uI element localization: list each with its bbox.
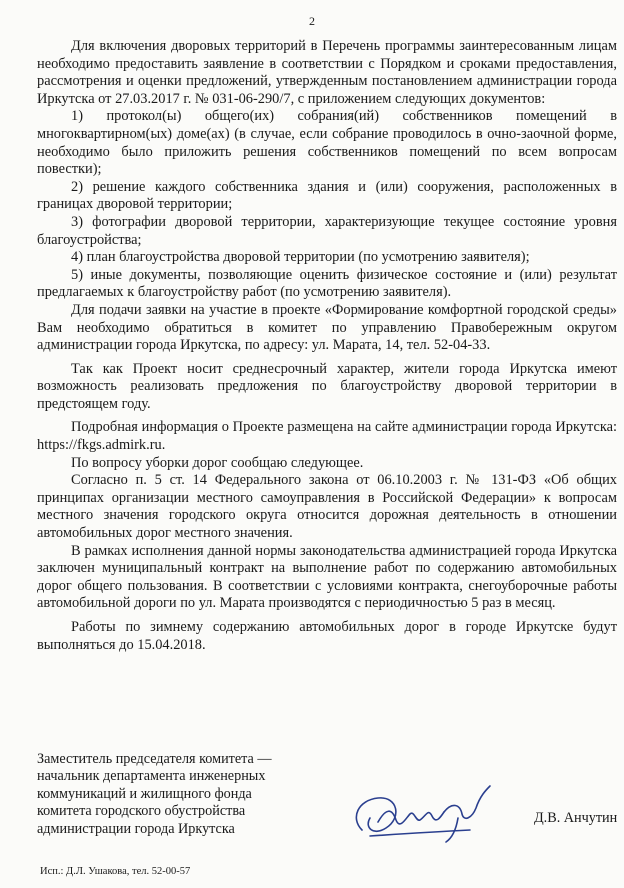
handwritten-signature (340, 778, 500, 848)
paragraph: 4) план благоустройства дворовой территории (по усмотрению заявителя); (71, 249, 530, 266)
letter-body (37, 38, 617, 654)
paragraph: Подробная информация о Проекте размещена на сайте администрации города Иркутска: https://fkgs.admirk.ru. (37, 419, 617, 454)
paragraph: 1) протокол(ы) общего(их) собрания(ий) собственников помещений в многоквартирном(ых) доме(ах) (в случае, если собрание проводилось в очно-заочной форме, необходимо было приложить решения собственников помещений по всем вопросам повестки); (37, 108, 617, 178)
page-number: 2 (309, 14, 315, 28)
paragraph: 5) иные документы, позволяющие оценить физическое состояние и (или) результат предлагаемых к благоустройству работ (по усмотрению заявителя). (37, 266, 617, 301)
position-line: администрации города Иркутска (37, 820, 235, 837)
paragraph: Для включения дворовых территорий в Перечень программы заинтересованным лицам необходимо предоставить заявление в соответствии с Порядком и сроками предоставления, рассмотрения и оценки предложений, утвержденным постановлением администрации города Иркутска от 27.03.2017 г. № 031-06-290/7, с приложением следующих документов: (37, 38, 617, 107)
executor-info: Исп.: Д.Л. Ушакова, тел. 52-00-57 (40, 866, 191, 877)
position-line: начальник департамента инженерных (37, 768, 266, 785)
paragraph: Так как Проект носит среднесрочный характер, жители города Иркутска имеют возможность реализовать предложения по благоустройству дворовой территории в предстоящем году. (37, 360, 617, 412)
position-line: комитета городского обустройства (37, 803, 246, 820)
paragraph: Согласно п. 5 ст. 14 Федерального закона от 06.10.2003 г. № 131-ФЗ «Об общих принципах организации местного самоуправления в Российской Федерации» к вопросам местного значения городского округа относится дорожная деятельность в отношении автомобильных дорог местного значения. (37, 472, 617, 542)
paragraph: 3) фотографии дворовой территории, характеризующие текущее состояние уровня благоустройства; (37, 213, 617, 248)
paragraph: Работы по зимнему содержанию автомобильных дорог в городе Иркутске будут выполняться до 15.04.2018. (37, 619, 617, 653)
signatory-position (37, 751, 272, 838)
signatory-name: Д.В. Анчутин (534, 810, 618, 826)
paragraph: В рамках исполнения данной нормы законодательства администрацией города Иркутска заключен муниципальный контракт на выполнение работ по содержанию автомобильных дорог общего пользования. В соответствии с условиями контракта, снегоуборочные работы автомобильной дороги по ул. Марата производятся с периодичностью 5 раз в месяц. (37, 542, 617, 612)
position-line: Заместитель председателя комитета — (37, 751, 272, 767)
paragraph: 2) решение каждого собственника здания и (или) сооружения, расположенных в границах дворовой территории; (37, 178, 617, 213)
paragraph: Для подачи заявки на участие в проекте «Формирование комфортной городской среды» Вам необходимо обратиться в комитет по управлению Правобережным округом администрации города Иркутска, по адресу: ул. Марата, 14, тел. 52-04-33. (37, 301, 617, 354)
paragraph: По вопросу уборки дорог сообщаю следующее. (71, 454, 364, 471)
position-line: коммуникаций и жилищного фонда (37, 785, 252, 802)
